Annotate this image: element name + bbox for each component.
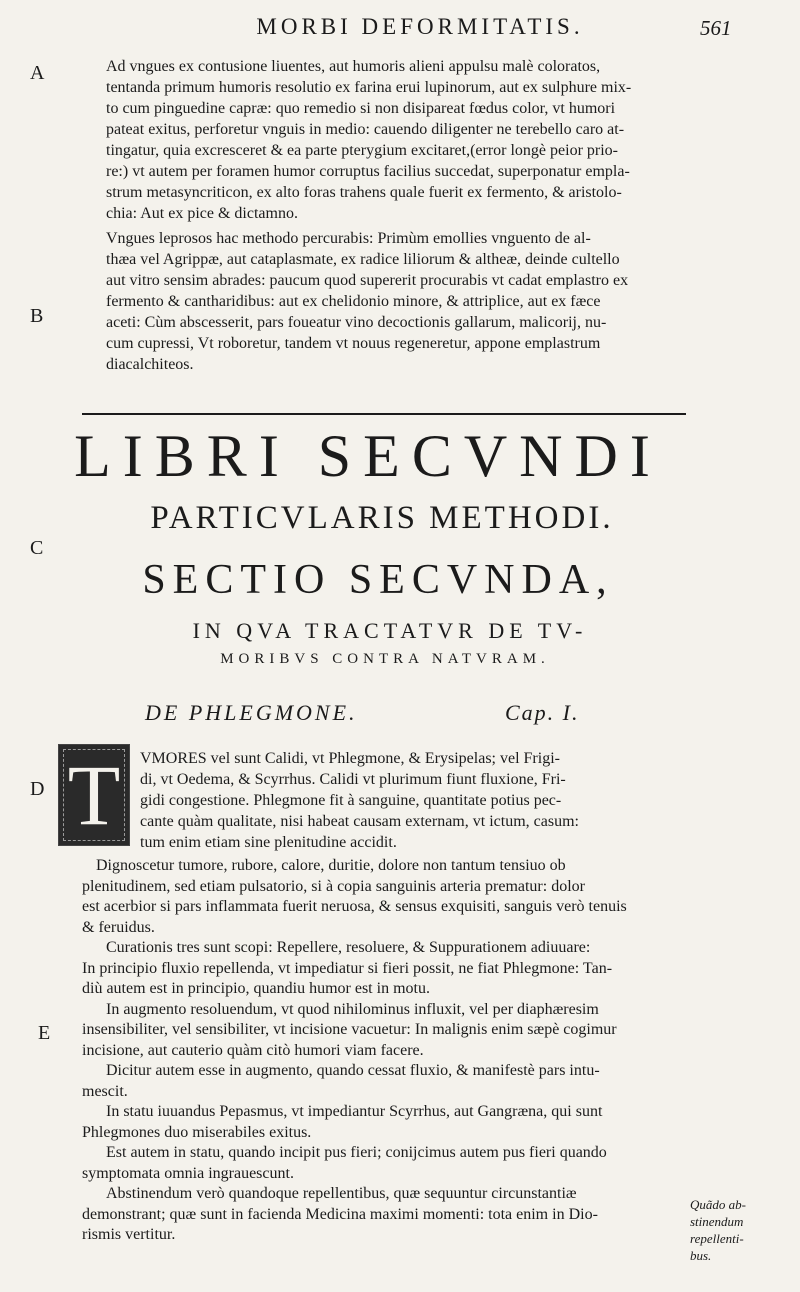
- text-line: incisione, aut cauterio quàm citò humori viam facere.: [82, 1041, 424, 1059]
- text-line: In statu iuuandus Pepasmus, vt impediantur Scyrrhus, aut Gangræna, qui sunt: [106, 1103, 603, 1120]
- book-title: LIBRI SECVNDI: [74, 423, 662, 489]
- text-line: strum metasyncriticon, ex alto foras trahens quale fuerit ex fermento, & aristolo-: [106, 184, 622, 201]
- running-head: MORBI DEFORMITATIS.: [256, 14, 584, 39]
- text-line: Phlegmones duo miserabiles exitus.: [82, 1123, 312, 1141]
- margin-note-line: Quãdo ab-: [690, 1197, 746, 1212]
- text-line: Dicitur autem esse in augmento, quando cessat fluxio, & manifestè pars intu-: [106, 1062, 600, 1079]
- body-text: [82, 856, 686, 1246]
- text-line: diù autem est in principio, quandiu humor est in motu.: [82, 980, 430, 997]
- chapter-number: Cap. I.: [505, 700, 580, 725]
- chapter-title: DE PHLEGMONE.: [145, 700, 358, 725]
- text-line: symptomata omnia ingrauescunt.: [82, 1164, 294, 1182]
- text-line: Dignoscetur tumore, rubore, calore, duritie, dolore non tantum tensiuo ob: [96, 857, 566, 874]
- text-line: mescit.: [82, 1082, 128, 1100]
- section-subtitle-line1: IN QVA TRACTATVR DE TV-: [192, 618, 588, 643]
- text-line: In augmento resoluendum, vt quod nihilominus influxit, vel per diaphæresim: [106, 1000, 599, 1018]
- paragraph-text: [82, 228, 682, 375]
- text-line: Est autem in statu, quando incipit pus fieri; conijcimus autem pus fieri quando: [106, 1144, 607, 1161]
- margin-marker-b: B: [30, 305, 44, 327]
- text-line: & feruidus.: [82, 918, 155, 936]
- text-line: cante quàm qualitate, nisi habeat causam externam, vt ictum, casum:: [140, 813, 579, 830]
- book-subtitle: PARTICVLARIS METHODI.: [150, 500, 614, 536]
- text-line: Vngues leprosos hac methodo percurabis: Primùm emollies vnguento de al-: [106, 230, 591, 247]
- margin-note-line: repellenti-: [690, 1231, 744, 1246]
- text-line: chia: Aut ex pice & dictamno.: [106, 205, 298, 222]
- margin-note-line: stinendum: [690, 1214, 744, 1229]
- text-line: plenitudinem, sed etiam pulsatorio, si à copia sanguinis arteria prematur: dolor: [82, 877, 585, 895]
- margin-marker-e: E: [38, 1022, 51, 1044]
- text-line: thæa vel Agrippæ, aut cataplasmate, ex radice liliorum & altheæ, deinde cultello: [106, 251, 620, 268]
- margin-note: [690, 1196, 790, 1264]
- text-line: cum cupressi, Vt roboretur, tandem vt nouus regeneretur, appone emplastrum: [106, 335, 601, 352]
- text-line: diacalchiteos.: [106, 356, 194, 373]
- text-line: tentanda primum humoris resolutio ex farina erui lupinorum, aut ex sulphure mix-: [106, 79, 632, 96]
- text-line: demonstrant; quæ sunt in facienda Medicina maximi momenti: tota enim in Dio-: [82, 1205, 598, 1223]
- text-line: Curationis tres sunt scopi: Repellere, resoluere, & Suppurationem adiuuare:: [106, 939, 591, 956]
- decorated-initial: T: [58, 744, 130, 846]
- text-line: insensibiliter, vel sensibiliter, vt incisione vacuetur: In malignis enim sæpè cogimur: [82, 1021, 617, 1038]
- section-title: SECTIO SECVNDA,: [142, 557, 614, 603]
- text-line: Abstinendum verò quandoque repellentibus, quæ sequuntur circunstantiæ: [106, 1185, 577, 1202]
- text-line: rismis vertitur.: [82, 1226, 176, 1243]
- paragraph-text: [82, 56, 682, 224]
- section-subtitle-line2: MORIBVS CONTRA NATVRAM.: [220, 651, 550, 667]
- text-line: tum enim etiam sine plenitudine accidit.: [140, 834, 397, 851]
- text-line: aut vitro sensim abrades: paucum quod supererit procurabis vt cadat emplastro ex: [106, 272, 629, 289]
- paragraph-intro: [140, 748, 685, 853]
- text-line: pateat exitus, perforetur vnguis in medio: cauendo diligenter ne terebello caro at-: [106, 121, 625, 138]
- text-line: aceti: Cùm abscesserit, pars foueatur vino decoctionis gallarum, malicorij, nu-: [106, 314, 607, 331]
- paragraph-nails-bruised: [82, 56, 682, 224]
- paragraph-nails-leprous: [82, 228, 682, 375]
- text-line: gidi congestione. Phlegmone fit à sanguine, quantitate potius pec-: [140, 792, 562, 809]
- margin-marker-d: D: [30, 778, 45, 800]
- margin-marker-a: A: [30, 62, 45, 84]
- margin-marker-c: C: [30, 537, 44, 559]
- page-number: 561: [700, 16, 732, 40]
- text-line: VMORES vel sunt Calidi, vt Phlegmone, & Erysipelas; vel Frigi-: [140, 750, 560, 767]
- text-line: In principio fluxio repellenda, vt impediatur si fieri possit, ne fiat Phlegmone: Tan-: [82, 959, 613, 977]
- text-line: est acerbior si pars inflammata fuerit neruosa, & sensus exquisiti, sanguis verò tenuis: [82, 898, 627, 915]
- margin-note-line: bus.: [690, 1248, 712, 1263]
- text-line: to cum pinguedine capræ: quo remedio si non disipareat fœdus color, vt humori: [106, 100, 616, 117]
- text-line: tingatur, quia excresceret & ea parte pterygium excitaret,(error longè peior prio-: [106, 142, 619, 159]
- text-line: Ad vngues ex contusione liuentes, aut humoris alieni appulsu malè coloratos,: [106, 58, 601, 75]
- section-divider: [82, 413, 686, 415]
- text-line: fermento & cantharidibus: aut ex chelidonio minore, & attriplice, aut ex fæce: [106, 293, 601, 310]
- text-line: re:) vt autem per foramen humor corruptus facilius succedat, superponatur empla-: [106, 163, 630, 180]
- text-line: di, vt Oedema, & Scyrrhus. Calidi vt plurimum fiunt fluxione, Fri-: [140, 771, 566, 788]
